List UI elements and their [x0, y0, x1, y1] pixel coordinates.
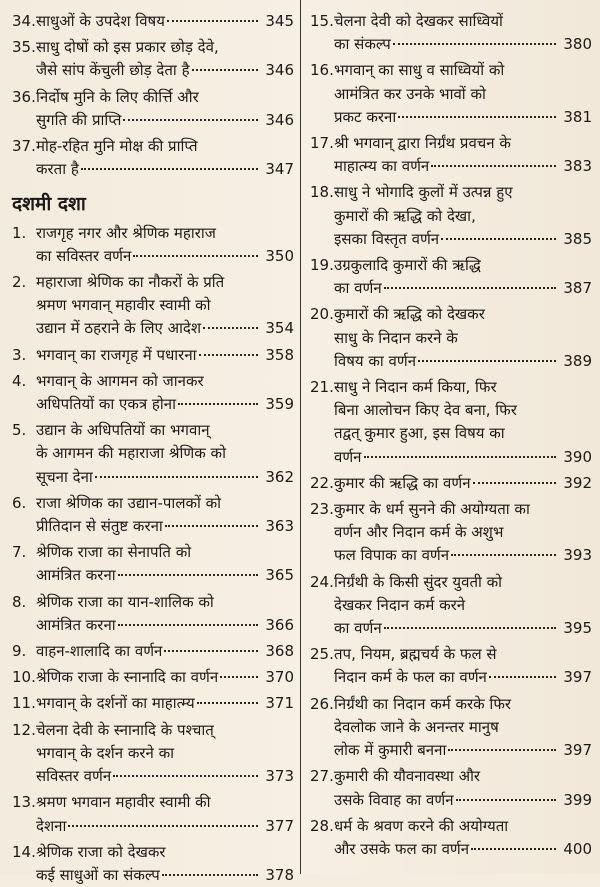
page-number: 347 — [265, 160, 294, 179]
entry-last-line — [36, 815, 294, 838]
entry-body — [334, 643, 592, 689]
entry-last-line — [36, 158, 294, 181]
entry-title-line: उग्रकुलादि कुमारों की ऋद्धि — [334, 256, 481, 275]
entry-title-line: का सविस्तर वर्णन — [36, 246, 132, 265]
entry-title-line: लोक में कुमारी बनना — [334, 741, 447, 760]
toc-entry — [310, 376, 592, 469]
toc-entry — [310, 815, 592, 861]
page-number: 350 — [265, 246, 294, 265]
entry-number: 20. — [310, 305, 334, 324]
page-number: 354 — [265, 319, 294, 338]
page-number: 378 — [265, 865, 294, 884]
toc-entry — [12, 692, 294, 715]
dot-leader — [81, 168, 258, 170]
entry-body — [36, 591, 294, 637]
entry-last-line — [36, 666, 294, 689]
entry-title-line: उद्यान के अधिपतियों का भगवान् — [36, 421, 210, 440]
entry-number: 6. — [12, 493, 27, 512]
entry-last-line — [36, 344, 294, 367]
page-number: 363 — [265, 517, 294, 536]
toc-entry — [310, 693, 592, 763]
dot-leader — [418, 360, 556, 362]
dot-leader — [364, 456, 556, 458]
page-number: 370 — [265, 668, 294, 687]
entry-body — [36, 419, 294, 489]
entry-title-line: श्री भगवान् द्वारा निर्ग्रंथ प्रवचन के — [334, 134, 511, 153]
entry-last-line — [334, 350, 592, 373]
toc-list-continued — [12, 10, 294, 181]
entry-number: 3. — [12, 345, 27, 364]
entry-number: 24. — [310, 572, 334, 591]
entry-last-line — [334, 472, 592, 495]
dot-leader — [384, 287, 556, 289]
toc-entry — [12, 541, 294, 587]
toc-entry — [12, 135, 294, 181]
page-number: 389 — [563, 351, 592, 370]
toc-entry — [12, 666, 294, 689]
entry-body — [36, 791, 294, 837]
entry-title-line: भगवान् के आगमन को जानकर — [36, 371, 204, 390]
dot-leader — [133, 255, 258, 257]
page-number: 392 — [563, 473, 592, 492]
entry-last-line — [36, 640, 294, 663]
entry-title-line: साधु के निदान करने के — [334, 328, 458, 347]
toc-entry — [12, 419, 294, 489]
entry-title-line: साधु ने निदान कर्म किया, फिर — [334, 378, 497, 397]
toc-entry — [12, 36, 294, 82]
entry-title-line: वर्णन और निदान कर्म के अशुभ — [334, 523, 504, 542]
entry-body — [36, 666, 294, 689]
entry-body — [36, 36, 294, 82]
entry-title-line: भगवान् का साधु व साध्वियों को — [334, 61, 505, 80]
entry-number: 11. — [12, 694, 36, 713]
entry-title-line: अधिपतियों का एकत्र होना — [36, 395, 176, 414]
entry-body — [334, 693, 592, 763]
entry-title-line: आमंत्रित कर उनके भावों को — [334, 84, 486, 103]
entry-title-line: तद्वत् कुमार हुआ, इस विषय का — [334, 424, 505, 443]
dot-leader — [431, 165, 556, 167]
dot-leader — [456, 799, 556, 801]
entry-title-line: देवलोक जाने के अनन्तर मानुष — [334, 717, 499, 736]
dot-leader — [167, 20, 258, 22]
entry-number: 1. — [12, 223, 27, 242]
entry-title-line: साधुओं के उपदेश विषय — [36, 12, 165, 30]
page-number: 383 — [563, 157, 592, 176]
entry-number: 14. — [12, 842, 36, 861]
entry-number: 25. — [310, 645, 334, 664]
entry-title-line: सविस्तर वर्णन — [36, 767, 112, 786]
page-number: 368 — [265, 642, 294, 661]
entry-title-line: करता है — [36, 160, 79, 179]
entry-body — [36, 10, 294, 33]
entry-last-line — [36, 515, 294, 538]
dot-leader — [489, 676, 556, 678]
page-number: 373 — [265, 767, 294, 786]
toc-entry — [12, 492, 294, 538]
page-number: 399 — [563, 790, 592, 809]
entry-title-line: चेलना देवी के स्नानादि के पश्चात् — [36, 720, 214, 739]
entry-number: 17. — [310, 134, 334, 153]
page-number: 381 — [563, 107, 592, 126]
dot-leader — [118, 574, 258, 576]
entry-number: 5. — [12, 421, 27, 440]
entry-title-line: निर्दोष मुनि के लिए कीर्त्ति और — [36, 87, 199, 106]
entry-title-line: वर्णन — [334, 447, 362, 466]
entry-body — [36, 370, 294, 416]
entry-last-line — [334, 838, 592, 861]
entry-title-line: कुमारी की यौवनावस्था और — [334, 767, 481, 786]
entry-body — [334, 376, 592, 469]
right-column — [300, 0, 600, 874]
entry-title-line: का वर्णन — [334, 619, 382, 638]
page-number: 377 — [265, 816, 294, 835]
entry-title-line: माहात्म्य का वर्णन — [334, 157, 430, 176]
entry-title-line: भगवान् के दर्शन करने का — [36, 743, 175, 762]
entry-number: 9. — [12, 642, 27, 661]
entry-last-line — [36, 59, 294, 82]
entry-body — [36, 841, 294, 887]
entry-title-line: निदान कर्म के फल का वर्णन — [334, 668, 487, 687]
entry-title-line: श्रेणिक राजा का सेनापति को — [36, 543, 192, 562]
entry-title-line: उद्यान में ठहराने के लिए आदेश — [36, 319, 202, 338]
entry-title-line: राजा श्रेणिक का उद्यान-पालकों को — [36, 493, 222, 512]
entry-body — [36, 222, 294, 268]
entry-title-line: श्रमण भगवान् महावीर स्वामी को — [36, 296, 211, 315]
page-number: 359 — [265, 395, 294, 414]
dot-leader — [398, 116, 556, 118]
dot-leader — [113, 775, 258, 777]
toc-entry — [310, 59, 592, 129]
entry-title-line: फल विपाक का वर्णन — [334, 546, 450, 565]
entry-body — [334, 498, 592, 568]
entry-number: 22. — [310, 473, 334, 492]
toc-entry — [310, 498, 592, 568]
entry-number: 28. — [310, 816, 334, 835]
dot-leader — [473, 482, 556, 484]
dot-leader — [451, 554, 556, 556]
entry-number: 37. — [12, 137, 36, 156]
toc-entry — [12, 344, 294, 367]
entry-body — [36, 271, 294, 341]
entry-title-line: प्रीतिदान से संतुष्ट करना — [36, 517, 163, 536]
toc-entry — [12, 271, 294, 341]
entry-title-line: आमंत्रित करना — [36, 615, 116, 634]
entry-number: 2. — [12, 273, 27, 292]
entry-last-line — [334, 33, 592, 56]
entry-title-line: कुमार के धर्म सुनने की अयोग्यता का — [334, 500, 530, 519]
dot-leader — [192, 69, 258, 71]
dot-leader — [123, 119, 258, 121]
entry-body — [334, 59, 592, 129]
entry-title-line: का वर्णन — [334, 279, 382, 298]
dot-leader — [118, 624, 258, 626]
entry-title-line: कुमारों की ऋद्धि को देखा, — [334, 206, 476, 225]
entry-title-line: और उसके फल का वर्णन — [334, 839, 470, 858]
toc-entry — [12, 10, 294, 33]
entry-last-line — [36, 564, 294, 587]
entry-body — [36, 344, 294, 367]
entry-body — [36, 541, 294, 587]
entry-title-line: साधु ने भोगादि कुलों में उत्पन्न हुए — [334, 183, 513, 202]
left-column — [0, 0, 300, 884]
entry-body — [36, 135, 294, 181]
page-number: 366 — [265, 615, 294, 634]
entry-title-line: आमंत्रित करना — [36, 566, 116, 585]
page-number: 385 — [563, 229, 592, 248]
toc-entry — [12, 591, 294, 637]
entry-title-line: श्रेणिक राजा के स्नानादि का वर्णन — [36, 668, 219, 687]
toc-entry — [12, 719, 294, 789]
entry-title-line: मोह-रहित मुनि मोक्ष की प्राप्ति — [36, 137, 198, 156]
entry-title-line: विषय का वर्णन — [334, 351, 417, 370]
entry-last-line — [36, 245, 294, 268]
toc-entry — [310, 765, 592, 811]
entry-title-line: उसके विवाह का वर्णन — [334, 790, 454, 809]
entry-last-line — [36, 317, 294, 340]
entry-last-line — [36, 614, 294, 637]
entry-last-line — [334, 446, 592, 469]
entry-title-line: साधु दोषों को इस प्रकार छोड़ देवे, — [36, 38, 219, 57]
entry-last-line — [334, 544, 592, 567]
entry-body — [334, 571, 592, 641]
entry-number: 16. — [310, 61, 334, 80]
page-number: 380 — [563, 35, 592, 54]
entry-last-line — [36, 10, 294, 33]
entry-title-line: श्रेणिक राजा का यान-शालिक को — [36, 592, 214, 611]
toc-entry — [12, 791, 294, 837]
entry-number: 35. — [12, 38, 36, 57]
entry-number: 15. — [310, 12, 334, 30]
entry-number: 7. — [12, 543, 27, 562]
toc-entry — [12, 841, 294, 887]
dot-leader — [220, 676, 258, 678]
entry-number: 27. — [310, 767, 334, 786]
dot-leader — [178, 403, 258, 405]
toc-entry — [310, 10, 592, 56]
entry-body — [36, 492, 294, 538]
entry-title-line: कई साधुओं का संकल्प — [36, 865, 160, 884]
entry-last-line — [334, 666, 592, 689]
entry-body — [334, 765, 592, 811]
entry-last-line — [36, 864, 294, 887]
entry-number: 4. — [12, 371, 27, 390]
page-number: 395 — [563, 619, 592, 638]
page-number: 397 — [563, 741, 592, 760]
entry-last-line — [36, 765, 294, 788]
entry-title-line: राजगृह नगर और श्रेणिक महाराज — [36, 223, 216, 242]
dot-leader — [384, 627, 556, 629]
page-number: 371 — [265, 694, 294, 713]
entry-title-line: वाहन-शालादि का वर्णन — [36, 642, 163, 661]
entry-title-line: तप, नियम, ब्रह्मचर्य के फल से — [334, 645, 497, 664]
toc-list-right — [310, 10, 592, 861]
dot-leader — [165, 525, 258, 527]
entry-last-line — [334, 617, 592, 640]
entry-title-line: देखकर निदान कर्म करने — [334, 595, 466, 614]
page-number: 390 — [563, 447, 592, 466]
entry-body — [334, 10, 592, 56]
toc-entry — [12, 86, 294, 132]
toc-entry — [310, 303, 592, 373]
entry-title-line: सूचना देना — [36, 467, 93, 486]
entry-title-line: जैसे सांप केंचुली छोड़ देता है — [36, 61, 190, 80]
entry-body — [36, 719, 294, 789]
entry-body — [334, 181, 592, 251]
entry-number: 12. — [12, 720, 36, 739]
entry-number: 8. — [12, 592, 27, 611]
toc-list-dashami-dasha — [12, 222, 294, 887]
entry-body — [334, 303, 592, 373]
entry-body — [334, 472, 592, 495]
page-number: 397 — [563, 668, 592, 687]
toc-entry — [310, 643, 592, 689]
dot-leader — [164, 650, 258, 652]
toc-entry — [12, 222, 294, 268]
entry-number: 36. — [12, 87, 36, 106]
entry-title-line: धर्म के श्रवण करने की अयोग्यता — [334, 816, 509, 835]
entry-last-line — [36, 466, 294, 489]
entry-title-line: कुमार की ऋद्धि का वर्णन — [334, 473, 471, 492]
entry-title-line: देशना — [36, 816, 67, 835]
page-number: 346 — [265, 110, 294, 129]
entry-number: 23. — [310, 500, 334, 519]
entry-title-line: प्रकट करना — [334, 107, 397, 126]
dot-leader — [471, 848, 556, 850]
entry-last-line — [334, 739, 592, 762]
entry-body — [334, 815, 592, 861]
entry-last-line — [36, 692, 294, 715]
dot-leader — [203, 327, 258, 329]
entry-title-line: निर्ग्रंथी के किसी सुंदर युवती को — [334, 572, 503, 591]
page-number: 387 — [563, 279, 592, 298]
entry-last-line — [334, 106, 592, 129]
entry-number: 21. — [310, 378, 334, 397]
page-number: 358 — [265, 345, 294, 364]
entry-title-line: कुमारों की ऋद्धि को देखकर — [334, 305, 485, 324]
entry-title-line: इसका विस्तृत वर्णन — [334, 229, 440, 248]
entry-number: 10. — [12, 668, 36, 687]
entry-body — [36, 86, 294, 132]
entry-body — [36, 692, 294, 715]
page-number: 400 — [563, 839, 592, 858]
entry-title-line: श्रेणिक राजा को देखकर — [36, 842, 166, 861]
entry-title-line: चेलना देवी को देखकर साध्वियों — [334, 12, 503, 30]
page-number: 346 — [265, 61, 294, 80]
toc-entry — [310, 571, 592, 641]
entry-body — [334, 254, 592, 300]
page-number: 393 — [563, 546, 592, 565]
entry-title-line: बिना आलोचन किए देव बना, फिर — [334, 401, 517, 420]
dot-leader — [95, 476, 258, 478]
entry-title-line: भगवान् के दर्शनों का माहात्म्य — [36, 694, 195, 713]
page-number: 345 — [265, 12, 294, 30]
entry-title-line: सुगति की प्राप्ति — [36, 110, 122, 129]
entry-number: 34. — [12, 12, 36, 30]
toc-entry — [310, 472, 592, 495]
entry-title-line: के आगमन की महाराजा श्रेणिक को — [36, 444, 226, 463]
entry-title-line: का संकल्प — [334, 35, 391, 54]
entry-body — [36, 640, 294, 663]
section-title: दशमी दशा — [12, 193, 86, 216]
toc-entry — [310, 181, 592, 251]
entry-number: 19. — [310, 256, 334, 275]
dot-leader — [393, 43, 556, 45]
entry-last-line — [334, 277, 592, 300]
page-number: 362 — [265, 467, 294, 486]
toc-entry — [310, 132, 592, 178]
entry-last-line — [334, 155, 592, 178]
entry-number: 13. — [12, 793, 36, 812]
entry-last-line — [334, 789, 592, 812]
dot-leader — [441, 238, 556, 240]
toc-entry — [310, 254, 592, 300]
dot-leader — [68, 825, 258, 827]
dot-leader — [162, 874, 258, 876]
page-number: 365 — [265, 566, 294, 585]
dot-leader — [199, 354, 258, 356]
toc-entry — [12, 370, 294, 416]
entry-title-line: भगवान् का राजगृह में पधारना — [36, 345, 197, 364]
dot-leader — [448, 749, 556, 751]
entry-last-line — [36, 109, 294, 132]
entry-number: 18. — [310, 183, 334, 202]
entry-title-line: श्रमण भगवान महावीर स्वामी की — [36, 793, 211, 812]
entry-title-line: निर्ग्रंथी का निदान कर्म करके फिर — [334, 694, 512, 713]
dot-leader — [197, 702, 258, 704]
toc-entry — [12, 640, 294, 663]
entry-last-line — [36, 393, 294, 416]
entry-number: 26. — [310, 694, 334, 713]
entry-last-line — [334, 228, 592, 251]
entry-title-line: महाराजा श्रेणिक का नौकरों के प्रति — [36, 273, 225, 292]
entry-body — [334, 132, 592, 178]
